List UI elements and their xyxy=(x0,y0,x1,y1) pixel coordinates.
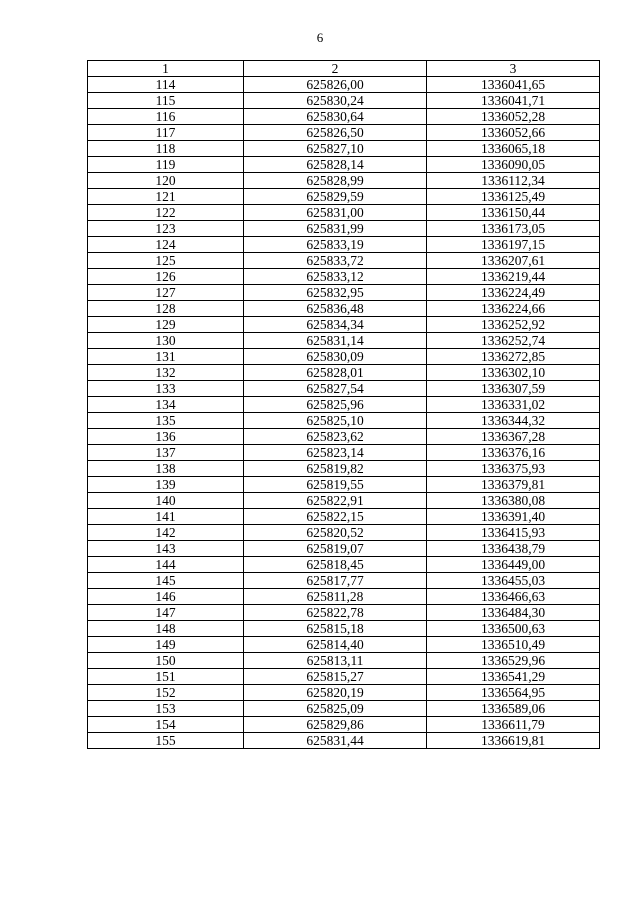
point-number-cell: 137 xyxy=(88,445,244,461)
x-coordinate-cell: 625823,14 xyxy=(244,445,427,461)
page-number: 6 xyxy=(316,30,324,45)
x-coordinate-cell: 625828,01 xyxy=(244,365,427,381)
y-coordinate-cell: 1336052,66 xyxy=(427,125,600,141)
y-coordinate-cell: 1336589,06 xyxy=(427,701,600,717)
y-coordinate-cell: 1336344,32 xyxy=(427,413,600,429)
x-coordinate-cell: 625828,99 xyxy=(244,173,427,189)
table-row xyxy=(88,333,600,349)
point-number-cell: 132 xyxy=(88,365,244,381)
y-coordinate-cell: 1336090,05 xyxy=(427,157,600,173)
point-number-cell: 130 xyxy=(88,333,244,349)
y-coordinate-cell: 1336375,93 xyxy=(427,461,600,477)
x-coordinate-cell: 625819,07 xyxy=(244,541,427,557)
x-coordinate-cell: 625833,12 xyxy=(244,269,427,285)
y-coordinate-cell: 1336541,29 xyxy=(427,669,600,685)
table-row xyxy=(88,157,600,173)
x-coordinate-cell: 625825,10 xyxy=(244,413,427,429)
point-number-cell: 149 xyxy=(88,637,244,653)
x-coordinate-cell: 625834,34 xyxy=(244,317,427,333)
x-coordinate-cell: 625819,55 xyxy=(244,477,427,493)
point-number-cell: 131 xyxy=(88,349,244,365)
y-coordinate-cell: 1336252,74 xyxy=(427,333,600,349)
table-row xyxy=(88,589,600,605)
x-coordinate-cell: 625831,44 xyxy=(244,733,427,749)
table-row xyxy=(88,621,600,637)
y-coordinate-cell: 1336619,81 xyxy=(427,733,600,749)
point-number-cell: 119 xyxy=(88,157,244,173)
table-row xyxy=(88,253,600,269)
point-number-cell: 142 xyxy=(88,525,244,541)
y-coordinate-cell: 1336367,28 xyxy=(427,429,600,445)
table-row xyxy=(88,509,600,525)
point-number-cell: 141 xyxy=(88,509,244,525)
x-coordinate-cell: 625819,82 xyxy=(244,461,427,477)
point-number-cell: 125 xyxy=(88,253,244,269)
y-coordinate-cell: 1336065,18 xyxy=(427,141,600,157)
point-number-cell: 114 xyxy=(88,77,244,93)
table-row xyxy=(88,429,600,445)
x-coordinate-cell: 625831,00 xyxy=(244,205,427,221)
point-number-cell: 146 xyxy=(88,589,244,605)
x-coordinate-cell: 625836,48 xyxy=(244,301,427,317)
table-row xyxy=(88,653,600,669)
x-coordinate-cell: 625814,40 xyxy=(244,637,427,653)
column-header-2: 2 xyxy=(244,61,427,77)
x-coordinate-cell: 625830,09 xyxy=(244,349,427,365)
x-coordinate-cell: 625831,99 xyxy=(244,221,427,237)
x-coordinate-cell: 625818,45 xyxy=(244,557,427,573)
x-coordinate-cell: 625822,78 xyxy=(244,605,427,621)
point-number-cell: 115 xyxy=(88,93,244,109)
x-coordinate-cell: 625833,72 xyxy=(244,253,427,269)
point-number-cell: 145 xyxy=(88,573,244,589)
x-coordinate-cell: 625820,52 xyxy=(244,525,427,541)
x-coordinate-cell: 625813,11 xyxy=(244,653,427,669)
y-coordinate-cell: 1336224,66 xyxy=(427,301,600,317)
table-row xyxy=(88,237,600,253)
column-header-1: 1 xyxy=(88,61,244,77)
coordinates-table xyxy=(87,60,600,749)
y-coordinate-cell: 1336052,28 xyxy=(427,109,600,125)
table-row xyxy=(88,477,600,493)
table-header-row xyxy=(88,61,600,77)
y-coordinate-cell: 1336224,49 xyxy=(427,285,600,301)
x-coordinate-cell: 625823,62 xyxy=(244,429,427,445)
x-coordinate-cell: 625815,18 xyxy=(244,621,427,637)
point-number-cell: 121 xyxy=(88,189,244,205)
x-coordinate-cell: 625828,14 xyxy=(244,157,427,173)
point-number-cell: 135 xyxy=(88,413,244,429)
y-coordinate-cell: 1336379,81 xyxy=(427,477,600,493)
point-number-cell: 140 xyxy=(88,493,244,509)
x-coordinate-cell: 625815,27 xyxy=(244,669,427,685)
y-coordinate-cell: 1336449,00 xyxy=(427,557,600,573)
x-coordinate-cell: 625817,77 xyxy=(244,573,427,589)
point-number-cell: 153 xyxy=(88,701,244,717)
y-coordinate-cell: 1336438,79 xyxy=(427,541,600,557)
y-coordinate-cell: 1336207,61 xyxy=(427,253,600,269)
y-coordinate-cell: 1336415,93 xyxy=(427,525,600,541)
point-number-cell: 151 xyxy=(88,669,244,685)
table-row xyxy=(88,301,600,317)
x-coordinate-cell: 625830,64 xyxy=(244,109,427,125)
x-coordinate-cell: 625833,19 xyxy=(244,237,427,253)
table-row xyxy=(88,141,600,157)
y-coordinate-cell: 1336112,34 xyxy=(427,173,600,189)
table-body xyxy=(88,77,600,749)
y-coordinate-cell: 1336376,16 xyxy=(427,445,600,461)
x-coordinate-cell: 625826,00 xyxy=(244,77,427,93)
x-coordinate-cell: 625831,14 xyxy=(244,333,427,349)
x-coordinate-cell: 625826,50 xyxy=(244,125,427,141)
point-number-cell: 126 xyxy=(88,269,244,285)
table-row xyxy=(88,669,600,685)
x-coordinate-cell: 625811,28 xyxy=(244,589,427,605)
y-coordinate-cell: 1336219,44 xyxy=(427,269,600,285)
table-row xyxy=(88,173,600,189)
y-coordinate-cell: 1336466,63 xyxy=(427,589,600,605)
y-coordinate-cell: 1336041,65 xyxy=(427,77,600,93)
y-coordinate-cell: 1336197,15 xyxy=(427,237,600,253)
table-row xyxy=(88,541,600,557)
point-number-cell: 120 xyxy=(88,173,244,189)
point-number-cell: 148 xyxy=(88,621,244,637)
y-coordinate-cell: 1336529,96 xyxy=(427,653,600,669)
y-coordinate-cell: 1336173,05 xyxy=(427,221,600,237)
point-number-cell: 122 xyxy=(88,205,244,221)
table-row xyxy=(88,125,600,141)
y-coordinate-cell: 1336380,08 xyxy=(427,493,600,509)
x-coordinate-cell: 625825,96 xyxy=(244,397,427,413)
point-number-cell: 116 xyxy=(88,109,244,125)
table-row xyxy=(88,205,600,221)
table-row xyxy=(88,221,600,237)
x-coordinate-cell: 625830,24 xyxy=(244,93,427,109)
table-row xyxy=(88,493,600,509)
point-number-cell: 128 xyxy=(88,301,244,317)
point-number-cell: 147 xyxy=(88,605,244,621)
y-coordinate-cell: 1336302,10 xyxy=(427,365,600,381)
table-row xyxy=(88,189,600,205)
y-coordinate-cell: 1336455,03 xyxy=(427,573,600,589)
point-number-cell: 155 xyxy=(88,733,244,749)
table-row xyxy=(88,445,600,461)
table-row xyxy=(88,605,600,621)
x-coordinate-cell: 625825,09 xyxy=(244,701,427,717)
table-row xyxy=(88,349,600,365)
table-row xyxy=(88,525,600,541)
table-row xyxy=(88,109,600,125)
point-number-cell: 127 xyxy=(88,285,244,301)
table-row xyxy=(88,381,600,397)
point-number-cell: 118 xyxy=(88,141,244,157)
table-row xyxy=(88,717,600,733)
table-row xyxy=(88,317,600,333)
point-number-cell: 124 xyxy=(88,237,244,253)
y-coordinate-cell: 1336500,63 xyxy=(427,621,600,637)
x-coordinate-cell: 625829,59 xyxy=(244,189,427,205)
x-coordinate-cell: 625829,86 xyxy=(244,717,427,733)
y-coordinate-cell: 1336331,02 xyxy=(427,397,600,413)
point-number-cell: 150 xyxy=(88,653,244,669)
x-coordinate-cell: 625832,95 xyxy=(244,285,427,301)
table-row xyxy=(88,397,600,413)
table-row xyxy=(88,77,600,93)
table-row xyxy=(88,685,600,701)
table-row xyxy=(88,637,600,653)
point-number-cell: 138 xyxy=(88,461,244,477)
point-number-cell: 154 xyxy=(88,717,244,733)
table-row xyxy=(88,701,600,717)
point-number-cell: 144 xyxy=(88,557,244,573)
table-row xyxy=(88,413,600,429)
y-coordinate-cell: 1336272,85 xyxy=(427,349,600,365)
table-row xyxy=(88,733,600,749)
point-number-cell: 134 xyxy=(88,397,244,413)
table-row xyxy=(88,93,600,109)
table-row xyxy=(88,557,600,573)
point-number-cell: 117 xyxy=(88,125,244,141)
point-number-cell: 136 xyxy=(88,429,244,445)
y-coordinate-cell: 1336307,59 xyxy=(427,381,600,397)
point-number-cell: 143 xyxy=(88,541,244,557)
table-row xyxy=(88,269,600,285)
y-coordinate-cell: 1336041,71 xyxy=(427,93,600,109)
point-number-cell: 123 xyxy=(88,221,244,237)
y-coordinate-cell: 1336510,49 xyxy=(427,637,600,653)
y-coordinate-cell: 1336391,40 xyxy=(427,509,600,525)
table-row xyxy=(88,573,600,589)
table-row xyxy=(88,365,600,381)
x-coordinate-cell: 625827,10 xyxy=(244,141,427,157)
y-coordinate-cell: 1336484,30 xyxy=(427,605,600,621)
point-number-cell: 152 xyxy=(88,685,244,701)
point-number-cell: 129 xyxy=(88,317,244,333)
table-row xyxy=(88,461,600,477)
y-coordinate-cell: 1336150,44 xyxy=(427,205,600,221)
y-coordinate-cell: 1336611,79 xyxy=(427,717,600,733)
x-coordinate-cell: 625820,19 xyxy=(244,685,427,701)
y-coordinate-cell: 1336252,92 xyxy=(427,317,600,333)
column-header-3: 3 xyxy=(427,61,600,77)
y-coordinate-cell: 1336125,49 xyxy=(427,189,600,205)
point-number-cell: 133 xyxy=(88,381,244,397)
point-number-cell: 139 xyxy=(88,477,244,493)
x-coordinate-cell: 625827,54 xyxy=(244,381,427,397)
x-coordinate-cell: 625822,15 xyxy=(244,509,427,525)
x-coordinate-cell: 625822,91 xyxy=(244,493,427,509)
table-row xyxy=(88,285,600,301)
y-coordinate-cell: 1336564,95 xyxy=(427,685,600,701)
